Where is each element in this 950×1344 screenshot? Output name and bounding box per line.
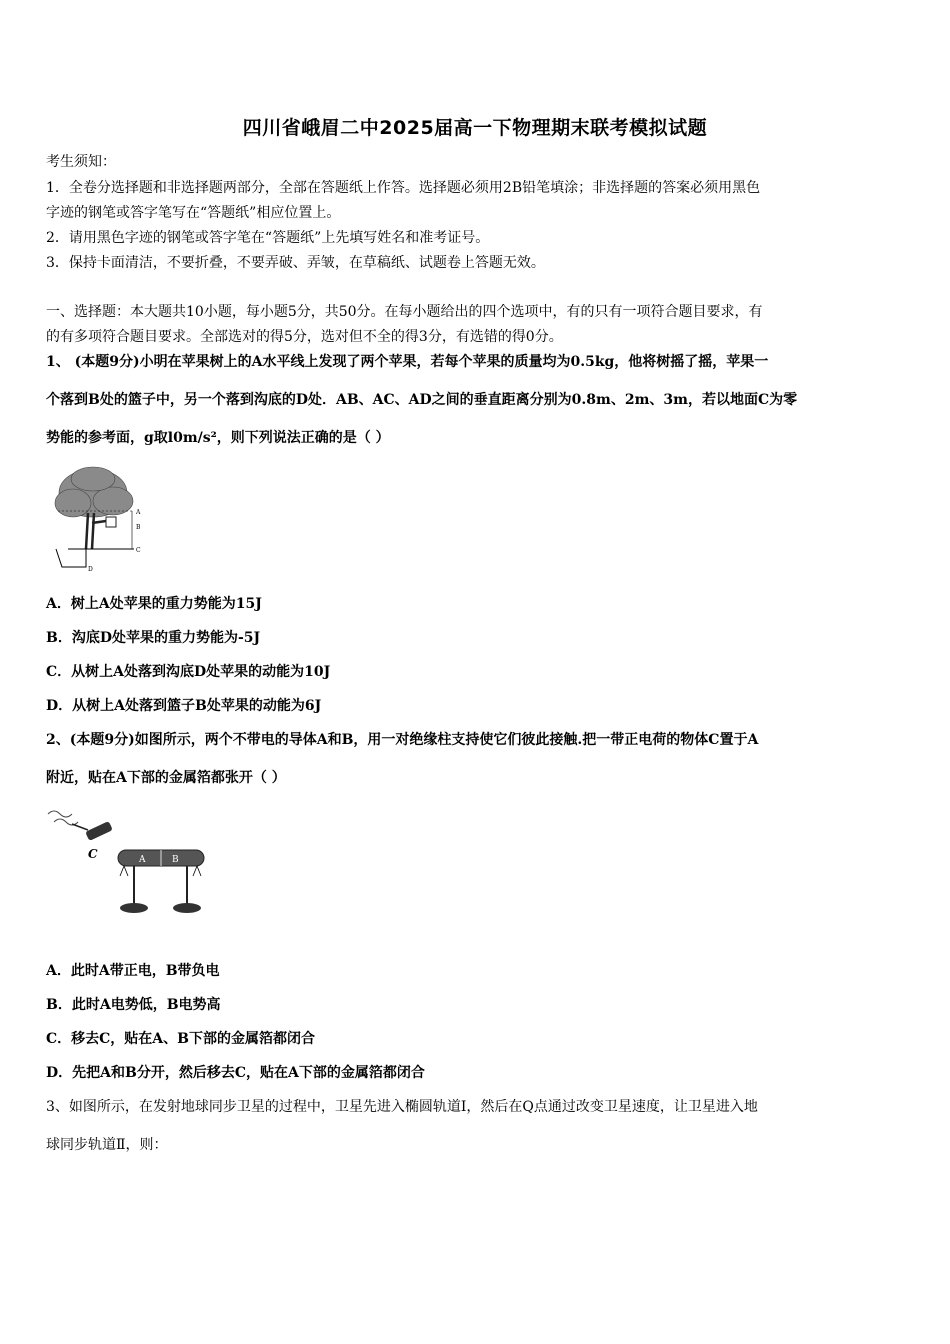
figure-label: C [136, 547, 141, 554]
notice-item: 2．请用黑色字迹的钢笔或答字笔在“答题纸”上先填写姓名和准考证号。 [46, 230, 490, 246]
figure-label: B [172, 855, 179, 865]
question-2-text: 附近，贴在A下部的金属箔都张开（ ） [46, 770, 286, 786]
option-a: A．此时A带正电，B带负电 [46, 963, 220, 979]
notice-item: 3．保持卡面清洁，不要折叠，不要弄破、弄皱，在草稿纸、试题卷上答题无效。 [46, 255, 545, 271]
option-c: C．从树上A处落到沟底D处苹果的动能为10J [46, 664, 331, 680]
question-1-text: 个落到B处的篮子中，另一个落到沟底的D处．AB、AC、AD之间的垂直距离分别为0.8m、2m、3m，若以地面C为零 [46, 392, 798, 408]
option-b: B．沟底D处苹果的重力势能为-5J [46, 630, 261, 646]
notice-item: 1．全卷分选择题和非选择题两部分，全部在答题纸上作答。选择题必须用2B铅笔填涂；非选择题的答案必须用黑色 [46, 180, 761, 196]
option-d: D．先把A和B分开，然后移去C，贴在A下部的金属箔都闭合 [46, 1065, 425, 1081]
option-a: A．树上A处苹果的重力势能为15J [46, 596, 262, 612]
question-1-text: 1、 (本题9分)小明在苹果树上的A水平线上发现了两个苹果，若每个苹果的质量均为0.5kg，他将树摇了摇，苹果一 [46, 354, 769, 370]
figure-label: A [139, 855, 146, 865]
question-2-text: 2、(本题9分)如图所示，两个不带电的导体A和B，用一对绝缘柱支持使它们彼此接触.把一带正电荷的物体C置于A [46, 732, 759, 748]
apple-tree-figure [48, 465, 148, 575]
question-1-text: 势能的参考面，g取l0m/s²，则下列说法正确的是（ ） [46, 430, 390, 446]
notice-item: 字迹的钢笔或答字笔写在“答题纸”相应位置上。 [46, 205, 341, 221]
conductor-figure [44, 806, 214, 921]
question-3-text: 3、如图所示，在发射地球同步卫星的过程中，卫星先进入椭圆轨道Ⅰ，然后在Q点通过改变卫星速度，让卫星进入地 [46, 1099, 758, 1115]
question-3-text: 球同步轨道Ⅱ，则： [46, 1137, 168, 1153]
figure-label: A [136, 509, 141, 516]
option-b: B．此时A电势低，B电势高 [46, 997, 221, 1013]
option-d: D．从树上A处落到篮子B处苹果的动能为6J [46, 698, 322, 714]
figure-label: B [136, 524, 141, 531]
section-heading: 的有多项符合题目要求。全部选对的得5分，选对但不全的得3分，有选错的得0分。 [46, 329, 563, 345]
page-title: 四川省峨眉二中2025届高一下物理期末联考模拟试题 [242, 117, 708, 139]
figure-label: C [88, 847, 98, 861]
option-c: C．移去C，贴在A、B下部的金属箔都闭合 [46, 1031, 315, 1047]
section-heading: 一、选择题：本大题共10小题，每小题5分，共50分。在每小题给出的四个选项中，有的只有一项符合题目要求，有 [46, 304, 763, 320]
figure-label: D [88, 566, 93, 573]
notice-heading: 考生须知： [46, 154, 116, 170]
